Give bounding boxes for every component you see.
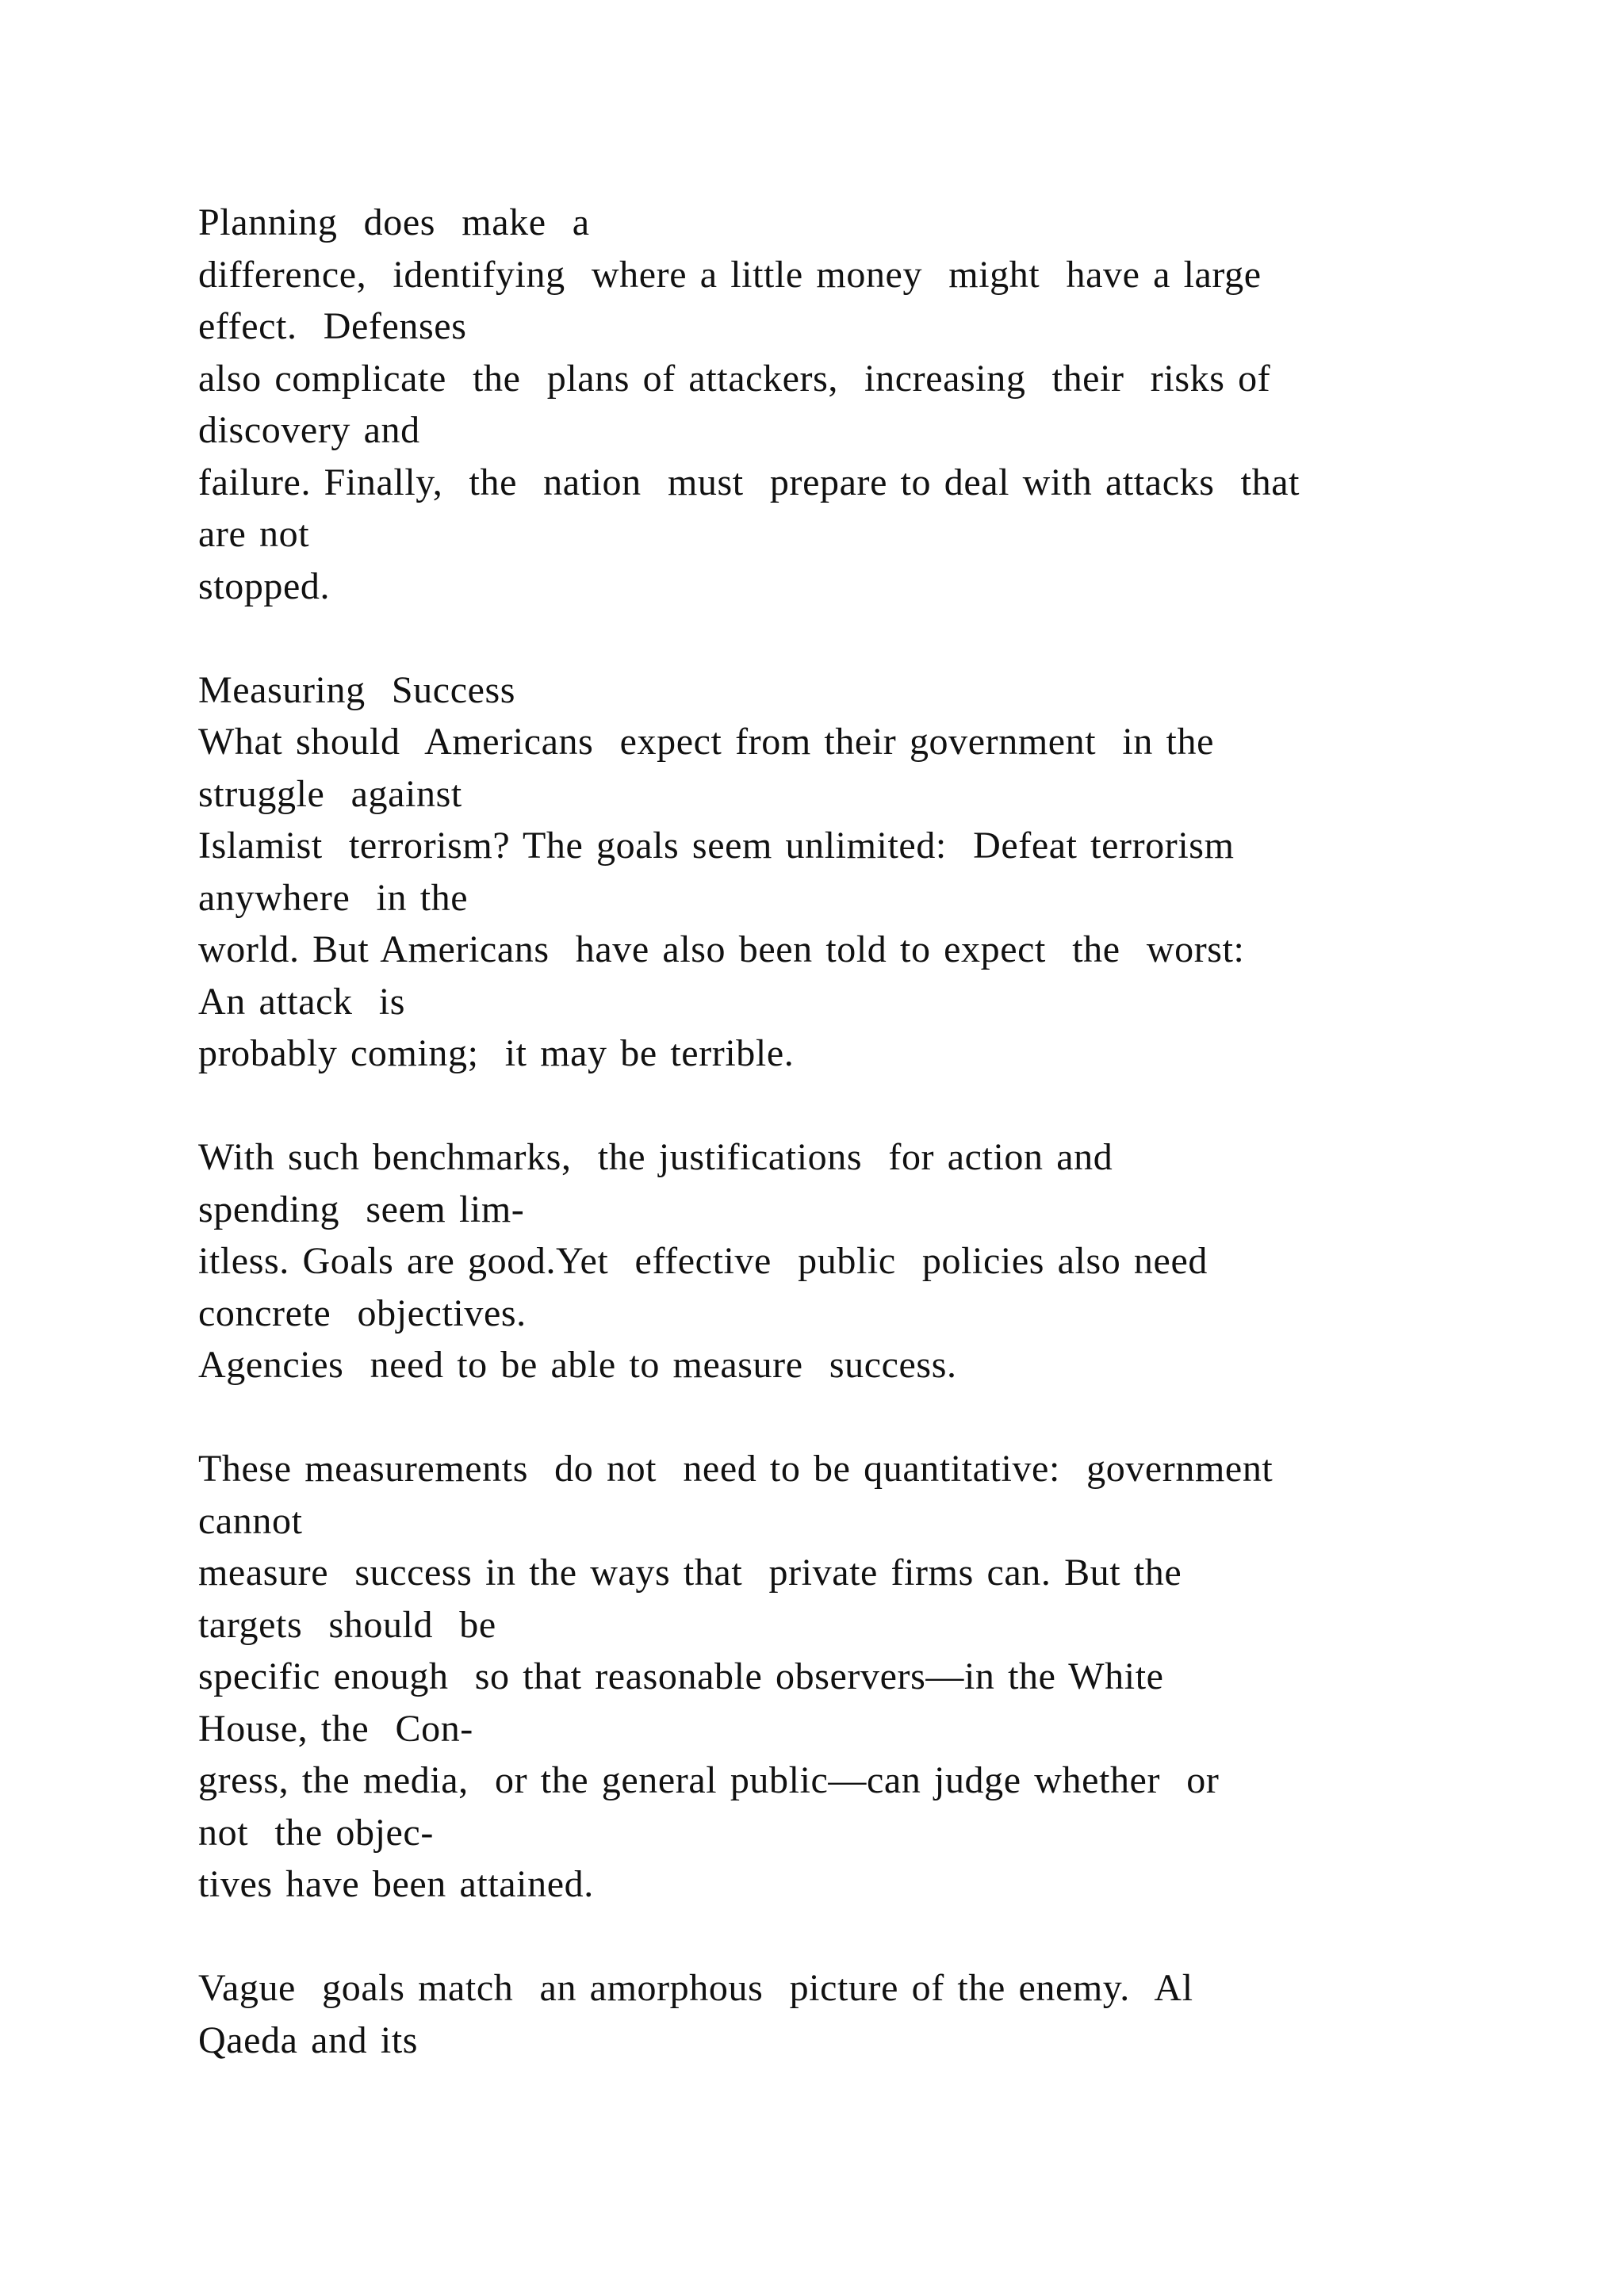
text-line: An attack is — [198, 980, 406, 1023]
text-line: probably coming; it may be terrible. — [198, 1032, 795, 1074]
text-line: targets should be — [198, 1603, 496, 1646]
text-line: What should Americans expect from their government in the — [198, 721, 1214, 763]
paragraph-break — [198, 1391, 1435, 1444]
text-line: itless. Goals are good.Yet effective public policies also need — [198, 1240, 1208, 1282]
text-line: gress, the media, or the general public—can judge whether or — [198, 1759, 1220, 1801]
text-line: Planning does make a — [198, 201, 590, 243]
text-line: With such benchmarks, the justifications for action and — [198, 1136, 1113, 1178]
text-line: Vague goals match an amorphous picture of the enemy. Al — [198, 1967, 1193, 2009]
text-line: anywhere in the — [198, 876, 469, 919]
text-line: cannot — [198, 1499, 303, 1542]
text-line: Qaeda and its — [198, 2019, 419, 2061]
text-line: spending seem lim- — [198, 1188, 525, 1230]
text-line: effect. Defenses — [198, 305, 467, 347]
text-line: failure. Finally, the nation must prepare to deal with attacks that — [198, 461, 1300, 503]
text-line: These measurements do not need to be quantitative: government — [198, 1448, 1274, 1490]
paragraph-break — [198, 612, 1435, 664]
text-line: specific enough so that reasonable observers—in the White — [198, 1655, 1164, 1697]
text-line: discovery and — [198, 409, 420, 451]
paragraph-break — [198, 1080, 1435, 1132]
text-line: tives have been attained. — [198, 1863, 594, 1905]
text-line: measure success in the ways that private firms can. But the — [198, 1552, 1182, 1594]
text-line: concrete objectives. — [198, 1292, 527, 1334]
text-line: world. But Americans have also been told to expect the worst: — [198, 928, 1245, 970]
text-line: Islamist terrorism? The goals seem unlimited: Defeat terrorism — [198, 825, 1235, 867]
text-line: struggle against — [198, 772, 462, 815]
text-line: stopped. — [198, 564, 331, 607]
text-line: difference, identifying where a little money might have a large — [198, 253, 1262, 296]
text-line: are not — [198, 513, 310, 555]
document-body — [198, 197, 1435, 2066]
text-line: Agencies need to be able to measure success. — [198, 1344, 957, 1386]
text-line: House, the Con- — [198, 1707, 473, 1750]
text-line: also complicate the plans of attackers, increasing their risks of — [198, 357, 1271, 400]
paragraph-break — [198, 1911, 1435, 1963]
text-line: not the objec- — [198, 1811, 434, 1854]
section-heading: Measuring Success — [198, 668, 516, 711]
